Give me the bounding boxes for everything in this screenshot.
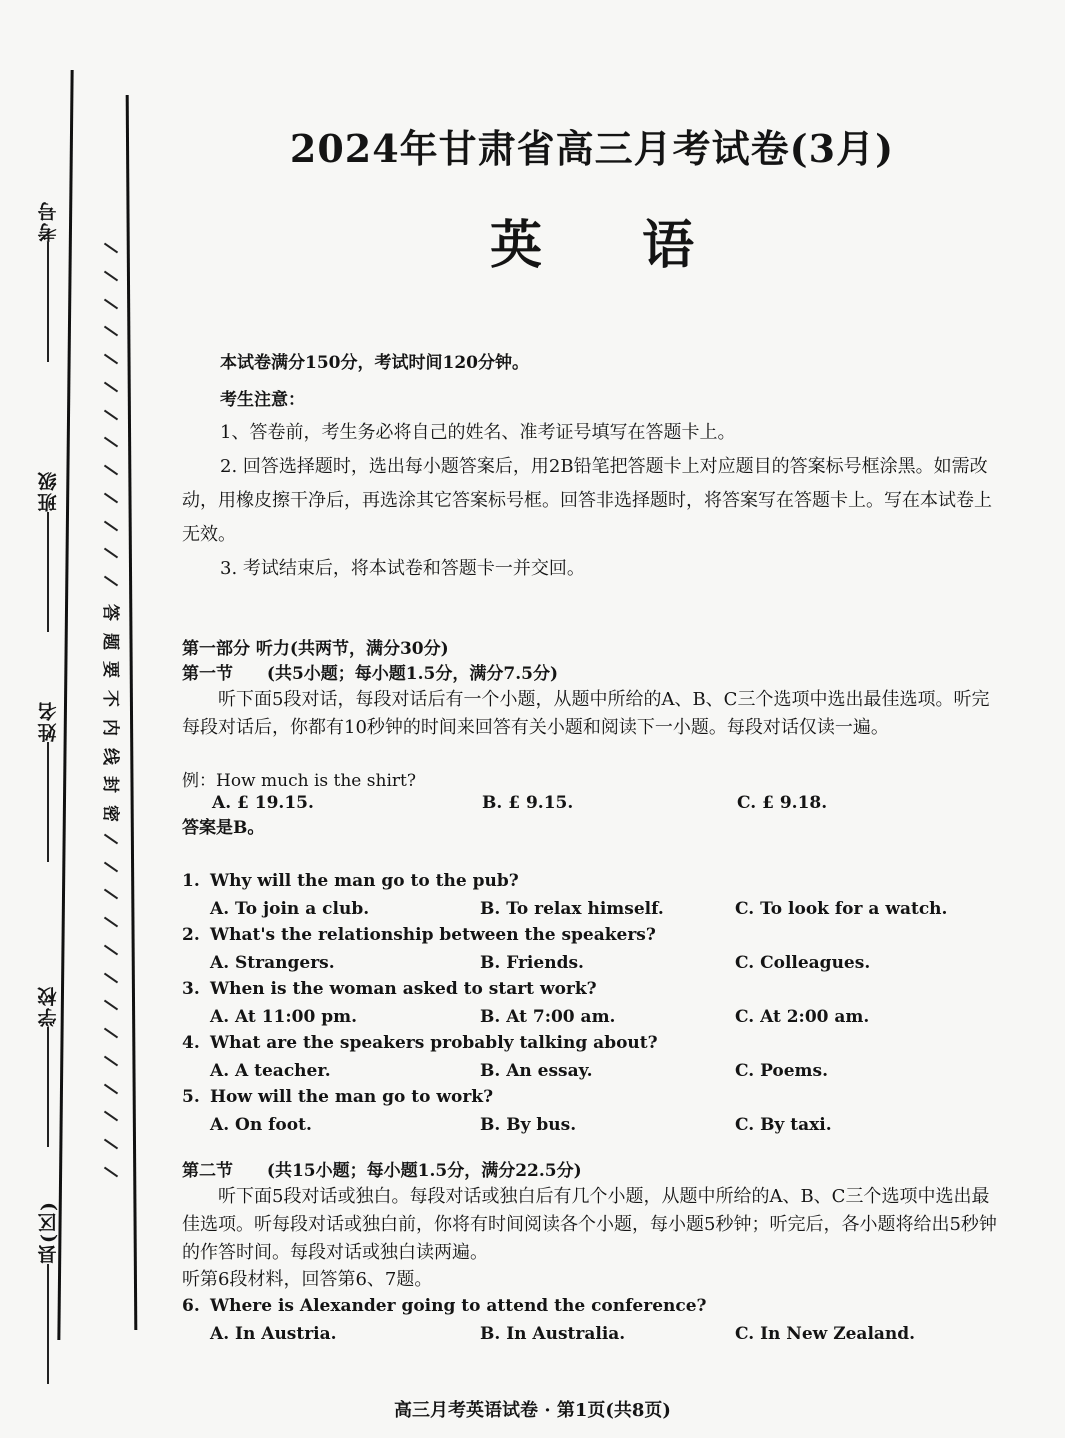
option-b: B. At 7:00 am. xyxy=(480,1007,616,1027)
option-c: C. £ 9.18. xyxy=(737,793,828,813)
option-b: B. In Australia. xyxy=(480,1324,626,1344)
option-c: C. Poems. xyxy=(735,1061,829,1081)
option-b: B. £ 9.15. xyxy=(482,793,574,813)
seal-warning-char: 线 xyxy=(102,743,120,764)
question-item xyxy=(182,1084,1002,1138)
seal-slash xyxy=(104,1111,118,1122)
seal-slash xyxy=(104,437,118,448)
question-text: When is the woman asked to start work? xyxy=(210,979,597,999)
seal-slash xyxy=(104,576,118,587)
option-a: A. A teacher. xyxy=(210,1061,331,1081)
seal-slash xyxy=(104,548,118,559)
question-stem xyxy=(182,868,1002,894)
option-b: B. By bus. xyxy=(480,1115,577,1135)
seal-slash xyxy=(104,520,118,531)
seal-warning-char: 要 xyxy=(102,657,120,678)
question-text: What are the speakers probably talking about? xyxy=(210,1033,658,1053)
subject-title: 英语 xyxy=(489,215,794,276)
section2-directions: 听下面5段对话或独白。每段对话或独白后有几个小题，从题中所给的A、B、C三个选项中选出最佳选项。听每段对话或独白前，你将有时间阅读各个小题，每小题5秒钟；听完后，各小题将给出5秒钟的作答时间。每段对话或独白读两遍。 xyxy=(182,1186,997,1263)
section2 xyxy=(182,1156,1002,1347)
seal-slash xyxy=(104,1139,118,1150)
option-c: C. To look for a watch. xyxy=(735,899,948,919)
option-b: B. To relax himself. xyxy=(480,899,664,919)
seal-warning-char: 题 xyxy=(102,628,120,649)
exam-intro: 本试卷满分150分，考试时间120分钟。 xyxy=(220,353,529,373)
notice-heading: 考生注意： xyxy=(220,390,305,410)
margin-field-label: 学校 xyxy=(37,985,60,1027)
seal-slash xyxy=(104,944,118,955)
fill-in-line xyxy=(47,1264,49,1384)
seal-slash xyxy=(104,972,118,983)
section2-question-list xyxy=(182,1293,1002,1347)
question-list xyxy=(182,868,1002,1138)
seal-slash xyxy=(104,917,118,928)
margin-field-label: 姓名 xyxy=(37,700,60,742)
seal-slash xyxy=(104,1000,118,1011)
notice-list xyxy=(182,416,1002,586)
page-footer: 高三月考英语试卷 · 第1页(共8页) xyxy=(394,1400,671,1421)
seal-warning-char: 内 xyxy=(102,714,120,735)
seal-slash xyxy=(104,354,118,365)
option-a: A. On foot. xyxy=(210,1115,312,1135)
seal-slash xyxy=(104,409,118,420)
seal-warning-char: 封 xyxy=(102,772,120,793)
material-note: 听第6段材料，回答第6、7题。 xyxy=(182,1269,433,1290)
seal-slash xyxy=(104,381,118,392)
question-options xyxy=(210,1004,1002,1030)
seal-slash xyxy=(104,492,118,503)
section1-heading xyxy=(182,659,1002,684)
notice-item: 2. 回答选择题时，选出每小题答案后，用2B铅笔把答题卡上对应题目的答案标号框涂黑。如需改动，用橡皮擦干净后，再选涂其它答案标号框。回答非选择题时，将答案写在答题卡上。写在本试卷上无效。 xyxy=(182,456,992,545)
section2-info: (共15小题；每小题1.5分，满分22.5分) xyxy=(266,1161,582,1181)
part1-heading: 第一部分 听力(共两节，满分30分) xyxy=(182,639,449,659)
fill-in-line xyxy=(47,742,49,862)
example-block xyxy=(182,766,1002,838)
fill-in-line xyxy=(47,242,49,362)
margin-field xyxy=(28,1200,68,1390)
option-a: A. Strangers. xyxy=(210,953,335,973)
margin-rule-inner xyxy=(126,95,138,1330)
fill-in-line xyxy=(47,512,49,632)
question-text: What's the relationship between the speakers? xyxy=(210,925,656,945)
seal-slash xyxy=(104,270,118,281)
question-number: 2. xyxy=(182,925,200,945)
seal-slash xyxy=(104,1083,118,1094)
seal-slash xyxy=(104,1055,118,1066)
option-b: B. Friends. xyxy=(480,953,584,973)
question-number: 1. xyxy=(182,871,200,891)
option-a: A. In Austria. xyxy=(210,1324,337,1344)
question-text: Where is Alexander going to attend the conference? xyxy=(210,1296,707,1316)
seal-slash xyxy=(104,1166,118,1177)
seal-warning-char: 答 xyxy=(102,599,120,620)
question-stem xyxy=(182,1293,1002,1319)
question-number: 6. xyxy=(182,1296,200,1316)
question-item xyxy=(182,1030,1002,1084)
question-item xyxy=(182,868,1002,922)
margin-field xyxy=(28,470,68,638)
question-item xyxy=(182,976,1002,1030)
notice-item: 3. 考试结束后，将本试卷和答题卡一并交回。 xyxy=(220,558,585,579)
example-options xyxy=(212,793,1002,813)
question-text: Why will the man go to the pub? xyxy=(210,871,519,891)
margin-field-label: 考号 xyxy=(37,200,60,242)
margin-field xyxy=(28,985,68,1153)
question-number: 4. xyxy=(182,1033,200,1053)
option-c: C. By taxi. xyxy=(735,1115,832,1135)
option-b: B. An essay. xyxy=(480,1061,593,1081)
question-stem xyxy=(182,1030,1002,1056)
section2-name: 第二节 xyxy=(182,1161,233,1181)
question-number: 3. xyxy=(182,979,200,999)
notice-item: 1、答卷前，考生务必将自己的姓名、准考证号填写在答题卡上。 xyxy=(220,422,736,443)
option-c: C. At 2:00 am. xyxy=(735,1007,870,1027)
seal-slash xyxy=(104,298,118,309)
option-c: C. Colleagues. xyxy=(735,953,871,973)
question-stem xyxy=(182,922,1002,948)
seal-warning-char: 不 xyxy=(102,686,120,706)
example-question: 例：How much is the shirt? xyxy=(182,771,416,791)
margin-field xyxy=(28,700,68,868)
seal-slash xyxy=(104,889,118,900)
margin-field xyxy=(28,200,68,368)
question-options xyxy=(210,1112,1002,1138)
margin-field-label: 县(区) xyxy=(37,1200,60,1264)
fill-in-line xyxy=(47,1027,49,1147)
question-options xyxy=(210,1321,1002,1347)
example-answer: 答案是B。 xyxy=(182,818,265,838)
exam-page xyxy=(182,118,1002,1347)
question-stem xyxy=(182,1084,1002,1110)
question-text: How will the man go to work? xyxy=(210,1087,494,1107)
question-number: 5. xyxy=(182,1087,200,1107)
margin-field-label: 班级 xyxy=(37,470,60,512)
section1-directions: 听下面5段对话，每段对话后有一个小题，从题中所给的A、B、C三个选项中选出最佳选项。听完每段对话后，你都有10秒钟的时间来回答有关小题和阅读下一小题。每段对话仅读一遍。 xyxy=(182,689,990,738)
seal-slash xyxy=(104,861,118,872)
section1-name: 第一节 xyxy=(182,664,233,684)
question-options xyxy=(210,896,1002,922)
question-options xyxy=(210,950,1002,976)
seal-slash xyxy=(104,465,118,476)
option-a: A. £ 19.15. xyxy=(212,793,314,813)
seal-line-warning xyxy=(96,240,126,1180)
seal-slash xyxy=(104,1028,118,1039)
question-item xyxy=(182,1293,1002,1347)
seal-warning-char: 密 xyxy=(102,801,120,821)
option-c: C. In New Zealand. xyxy=(735,1324,916,1344)
seal-slash xyxy=(104,243,118,254)
question-options xyxy=(210,1058,1002,1084)
question-item xyxy=(182,922,1002,976)
question-stem xyxy=(182,976,1002,1002)
exam-title: 2024年甘肃省高三月考试卷(3月) xyxy=(289,126,895,171)
section1-info: (共5小题；每小题1.5分，满分7.5分) xyxy=(266,664,558,684)
section2-heading xyxy=(182,1156,1002,1181)
option-a: A. To join a club. xyxy=(210,899,370,919)
seal-slash xyxy=(104,326,118,337)
option-a: A. At 11:00 pm. xyxy=(210,1007,357,1027)
seal-slash xyxy=(104,833,118,844)
